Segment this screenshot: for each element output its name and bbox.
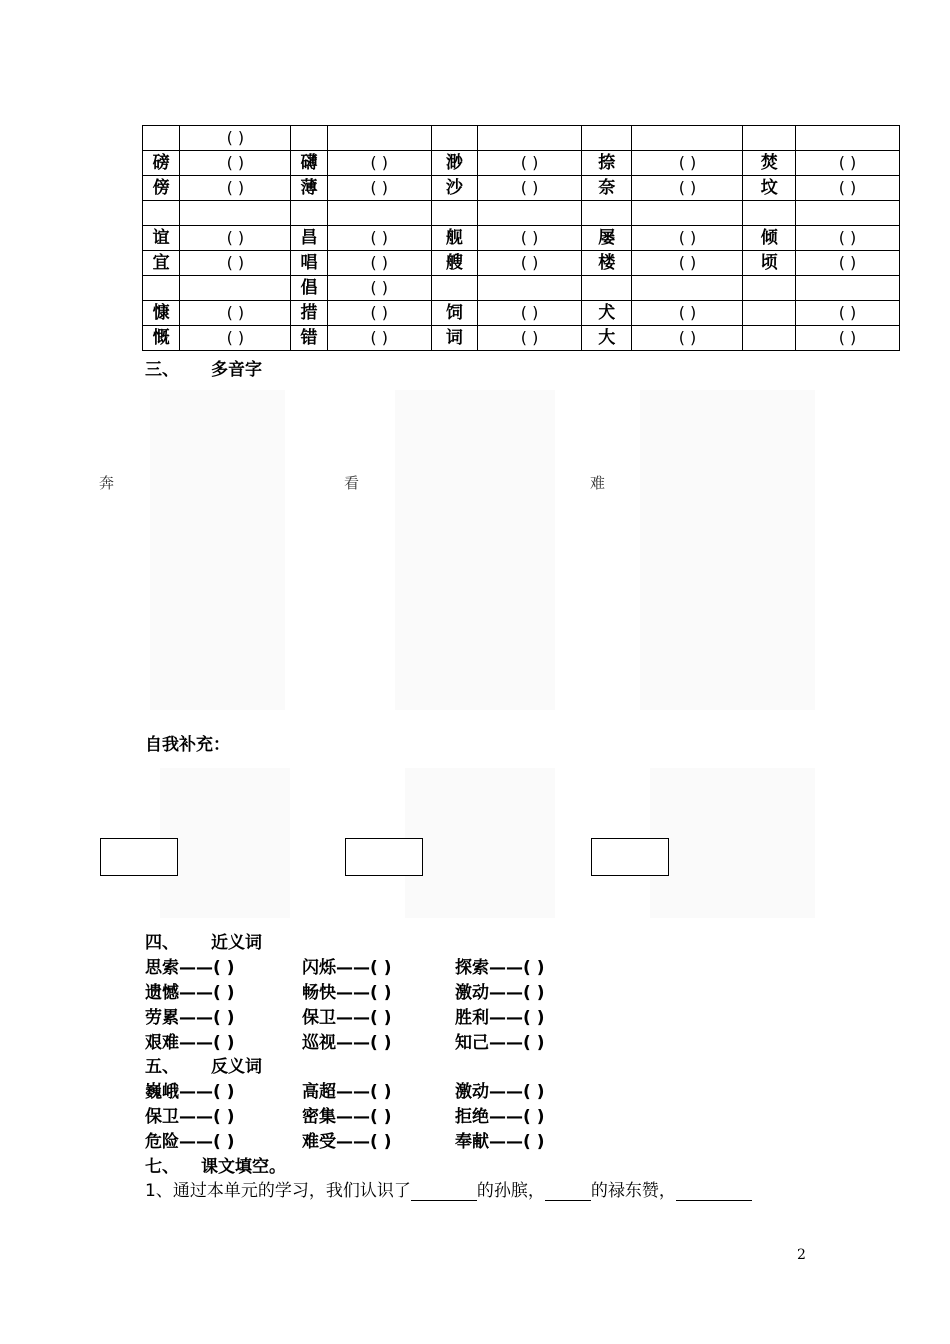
pinyin-answer-cell[interactable] bbox=[478, 201, 582, 226]
synonym-item[interactable]: 思索——( ) bbox=[145, 958, 235, 978]
antonym-item[interactable]: 拒绝——( ) bbox=[455, 1107, 545, 1127]
pinyin-answer-cell[interactable] bbox=[327, 201, 431, 226]
pinyin-answer-cell[interactable] bbox=[180, 201, 291, 226]
pinyin-answer-cell[interactable]: ( ) bbox=[795, 326, 899, 351]
pinyin-answer-cell[interactable]: ( ) bbox=[632, 226, 743, 251]
pinyin-answer-cell[interactable]: ( ) bbox=[478, 151, 582, 176]
character-cell bbox=[431, 126, 477, 151]
synonym-item[interactable]: 巡视——( ) bbox=[302, 1033, 392, 1053]
diagram-shade bbox=[640, 390, 815, 710]
table-row bbox=[143, 151, 900, 176]
character-cell bbox=[743, 201, 795, 226]
character-cell: 薄 bbox=[291, 176, 327, 201]
pinyin-answer-cell[interactable]: ( ) bbox=[478, 226, 582, 251]
page-number: 2 bbox=[797, 1247, 806, 1263]
character-cell: 唱 bbox=[291, 251, 327, 276]
character-cell: 词 bbox=[431, 326, 477, 351]
antonym-item[interactable]: 难受——( ) bbox=[302, 1132, 392, 1152]
pinyin-answer-cell[interactable]: ( ) bbox=[632, 301, 743, 326]
character-cell: 慷 bbox=[143, 301, 180, 326]
pinyin-answer-cell[interactable] bbox=[632, 276, 743, 301]
character-cell: 坟 bbox=[743, 176, 795, 201]
character-cell: 傍 bbox=[143, 176, 180, 201]
pinyin-answer-cell[interactable] bbox=[795, 201, 899, 226]
section-3-heading: 三、 多音字 bbox=[145, 360, 262, 380]
character-cell: 磅 bbox=[143, 151, 180, 176]
antonym-item[interactable]: 保卫——( ) bbox=[145, 1107, 235, 1127]
table-row bbox=[143, 226, 900, 251]
pinyin-answer-cell[interactable]: ( ) bbox=[478, 326, 582, 351]
pinyin-answer-cell[interactable]: ( ) bbox=[632, 251, 743, 276]
table-row bbox=[143, 126, 900, 151]
character-cell bbox=[143, 126, 180, 151]
fill-blank-2[interactable] bbox=[545, 1182, 591, 1201]
polyphone-char-2: 看 bbox=[344, 474, 360, 492]
diagram-shade bbox=[405, 768, 555, 918]
table-row bbox=[143, 251, 900, 276]
character-cell bbox=[743, 326, 795, 351]
synonym-item[interactable]: 遗憾——( ) bbox=[145, 983, 235, 1003]
synonym-item[interactable]: 胜利——( ) bbox=[455, 1008, 545, 1028]
character-cell: 错 bbox=[291, 326, 327, 351]
synonym-item[interactable]: 畅快——( ) bbox=[302, 983, 392, 1003]
table-row bbox=[143, 326, 900, 351]
character-cell bbox=[582, 201, 632, 226]
character-cell: 捺 bbox=[582, 151, 632, 176]
synonym-item[interactable]: 激动——( ) bbox=[455, 983, 545, 1003]
table-row bbox=[143, 276, 900, 301]
character-cell bbox=[582, 126, 632, 151]
character-cell bbox=[291, 201, 327, 226]
fill-blank-3[interactable] bbox=[676, 1182, 752, 1201]
pinyin-answer-cell[interactable] bbox=[632, 201, 743, 226]
diagram-shade bbox=[650, 768, 815, 918]
character-cell: 渺 bbox=[431, 151, 477, 176]
pinyin-answer-cell[interactable] bbox=[795, 276, 899, 301]
section-7-heading: 七、 课文填空。 bbox=[145, 1157, 286, 1177]
antonym-item[interactable]: 奉献——( ) bbox=[455, 1132, 545, 1152]
character-cell bbox=[143, 276, 180, 301]
synonym-item[interactable]: 探索——( ) bbox=[455, 958, 545, 978]
character-cell bbox=[743, 276, 795, 301]
character-cell: 舰 bbox=[431, 226, 477, 251]
synonym-item[interactable]: 劳累——( ) bbox=[145, 1008, 235, 1028]
character-cell: 屡 bbox=[582, 226, 632, 251]
table-row bbox=[143, 201, 900, 226]
pinyin-answer-cell[interactable]: ( ) bbox=[632, 326, 743, 351]
supplement-answer-box-3[interactable] bbox=[591, 838, 669, 876]
supplement-answer-box-2[interactable] bbox=[345, 838, 423, 876]
pinyin-answer-cell[interactable]: ( ) bbox=[795, 176, 899, 201]
synonym-item[interactable]: 保卫——( ) bbox=[302, 1008, 392, 1028]
pinyin-answer-cell[interactable]: ( ) bbox=[327, 251, 431, 276]
character-cell: 礴 bbox=[291, 151, 327, 176]
synonym-item[interactable]: 闪烁——( ) bbox=[302, 958, 392, 978]
character-cell bbox=[582, 276, 632, 301]
character-cell: 沙 bbox=[431, 176, 477, 201]
table-row bbox=[143, 301, 900, 326]
pinyin-answer-cell[interactable]: ( ) bbox=[180, 151, 291, 176]
pinyin-answer-cell[interactable]: ( ) bbox=[327, 301, 431, 326]
pinyin-answer-cell[interactable]: ( ) bbox=[180, 251, 291, 276]
character-cell bbox=[431, 276, 477, 301]
antonym-item[interactable]: 密集——( ) bbox=[302, 1107, 392, 1127]
diagram-shade bbox=[160, 768, 290, 918]
pinyin-answer-cell[interactable] bbox=[478, 126, 582, 151]
antonym-item[interactable]: 高超——( ) bbox=[302, 1082, 392, 1102]
pinyin-answer-cell[interactable]: ( ) bbox=[327, 176, 431, 201]
table-row bbox=[143, 176, 900, 201]
character-cell bbox=[743, 301, 795, 326]
pinyin-answer-cell[interactable] bbox=[478, 276, 582, 301]
pinyin-answer-cell[interactable]: ( ) bbox=[327, 226, 431, 251]
character-cell: 犬 bbox=[582, 301, 632, 326]
diagram-shade bbox=[150, 390, 285, 710]
pinyin-answer-cell[interactable]: ( ) bbox=[478, 176, 582, 201]
pinyin-answer-cell[interactable] bbox=[632, 126, 743, 151]
diagram-shade bbox=[395, 390, 555, 710]
polyphone-char-1: 奔 bbox=[99, 474, 115, 492]
character-cell: 艘 bbox=[431, 251, 477, 276]
character-cell bbox=[431, 201, 477, 226]
pinyin-answer-cell[interactable]: ( ) bbox=[478, 301, 582, 326]
pinyin-answer-cell[interactable]: ( ) bbox=[327, 326, 431, 351]
character-cell: 倾 bbox=[743, 226, 795, 251]
section-4-heading: 四、 近义词 bbox=[145, 933, 262, 953]
pinyin-answer-cell[interactable]: ( ) bbox=[180, 301, 291, 326]
character-cell: 慨 bbox=[143, 326, 180, 351]
character-cell: 大 bbox=[582, 326, 632, 351]
polyphone-char-3: 难 bbox=[590, 474, 606, 492]
character-cell: 奈 bbox=[582, 176, 632, 201]
pinyin-answer-cell[interactable]: ( ) bbox=[327, 276, 431, 301]
fill-blank-1[interactable] bbox=[411, 1182, 477, 1201]
character-pinyin-table bbox=[142, 125, 900, 351]
pinyin-answer-cell[interactable]: ( ) bbox=[327, 151, 431, 176]
pinyin-answer-cell[interactable]: ( ) bbox=[632, 151, 743, 176]
character-cell: 宜 bbox=[143, 251, 180, 276]
character-cell: 昌 bbox=[291, 226, 327, 251]
self-supplement-heading: 自我补充： bbox=[145, 735, 230, 755]
character-cell: 楼 bbox=[582, 251, 632, 276]
pinyin-answer-cell[interactable]: ( ) bbox=[632, 176, 743, 201]
character-cell: 顷 bbox=[743, 251, 795, 276]
pinyin-answer-cell[interactable]: ( ) bbox=[795, 301, 899, 326]
pinyin-answer-cell[interactable]: ( ) bbox=[180, 226, 291, 251]
pinyin-answer-cell[interactable] bbox=[795, 126, 899, 151]
antonym-item[interactable]: 激动——( ) bbox=[455, 1082, 545, 1102]
pinyin-answer-cell[interactable]: ( ) bbox=[180, 326, 291, 351]
character-cell: 焚 bbox=[743, 151, 795, 176]
character-cell bbox=[291, 126, 327, 151]
character-cell: 饲 bbox=[431, 301, 477, 326]
pinyin-answer-cell[interactable]: ( ) bbox=[795, 251, 899, 276]
section-5-heading: 五、 反义词 bbox=[145, 1057, 262, 1077]
antonym-item[interactable]: 危险——( ) bbox=[145, 1132, 235, 1152]
pinyin-answer-cell[interactable] bbox=[180, 276, 291, 301]
pinyin-answer-cell[interactable]: ( ) bbox=[795, 226, 899, 251]
pinyin-answer-cell[interactable] bbox=[327, 126, 431, 151]
character-cell bbox=[743, 126, 795, 151]
supplement-answer-box-1[interactable] bbox=[100, 838, 178, 876]
character-cell: 措 bbox=[291, 301, 327, 326]
antonym-item[interactable]: 巍峨——( ) bbox=[145, 1082, 235, 1102]
fill-in-sentence-1: 1、通过本单元的学习，我们认识了 的孙膑， 的禄东赞， bbox=[145, 1176, 752, 1201]
synonym-item[interactable]: 艰难——( ) bbox=[145, 1033, 235, 1053]
synonym-item[interactable]: 知己——( ) bbox=[455, 1033, 545, 1053]
pinyin-answer-cell[interactable]: ( ) bbox=[180, 176, 291, 201]
character-cell bbox=[143, 201, 180, 226]
character-cell: 谊 bbox=[143, 226, 180, 251]
pinyin-answer-cell[interactable]: ( ) bbox=[180, 126, 291, 151]
pinyin-answer-cell[interactable]: ( ) bbox=[478, 251, 582, 276]
character-cell: 倡 bbox=[291, 276, 327, 301]
pinyin-answer-cell[interactable]: ( ) bbox=[795, 151, 899, 176]
